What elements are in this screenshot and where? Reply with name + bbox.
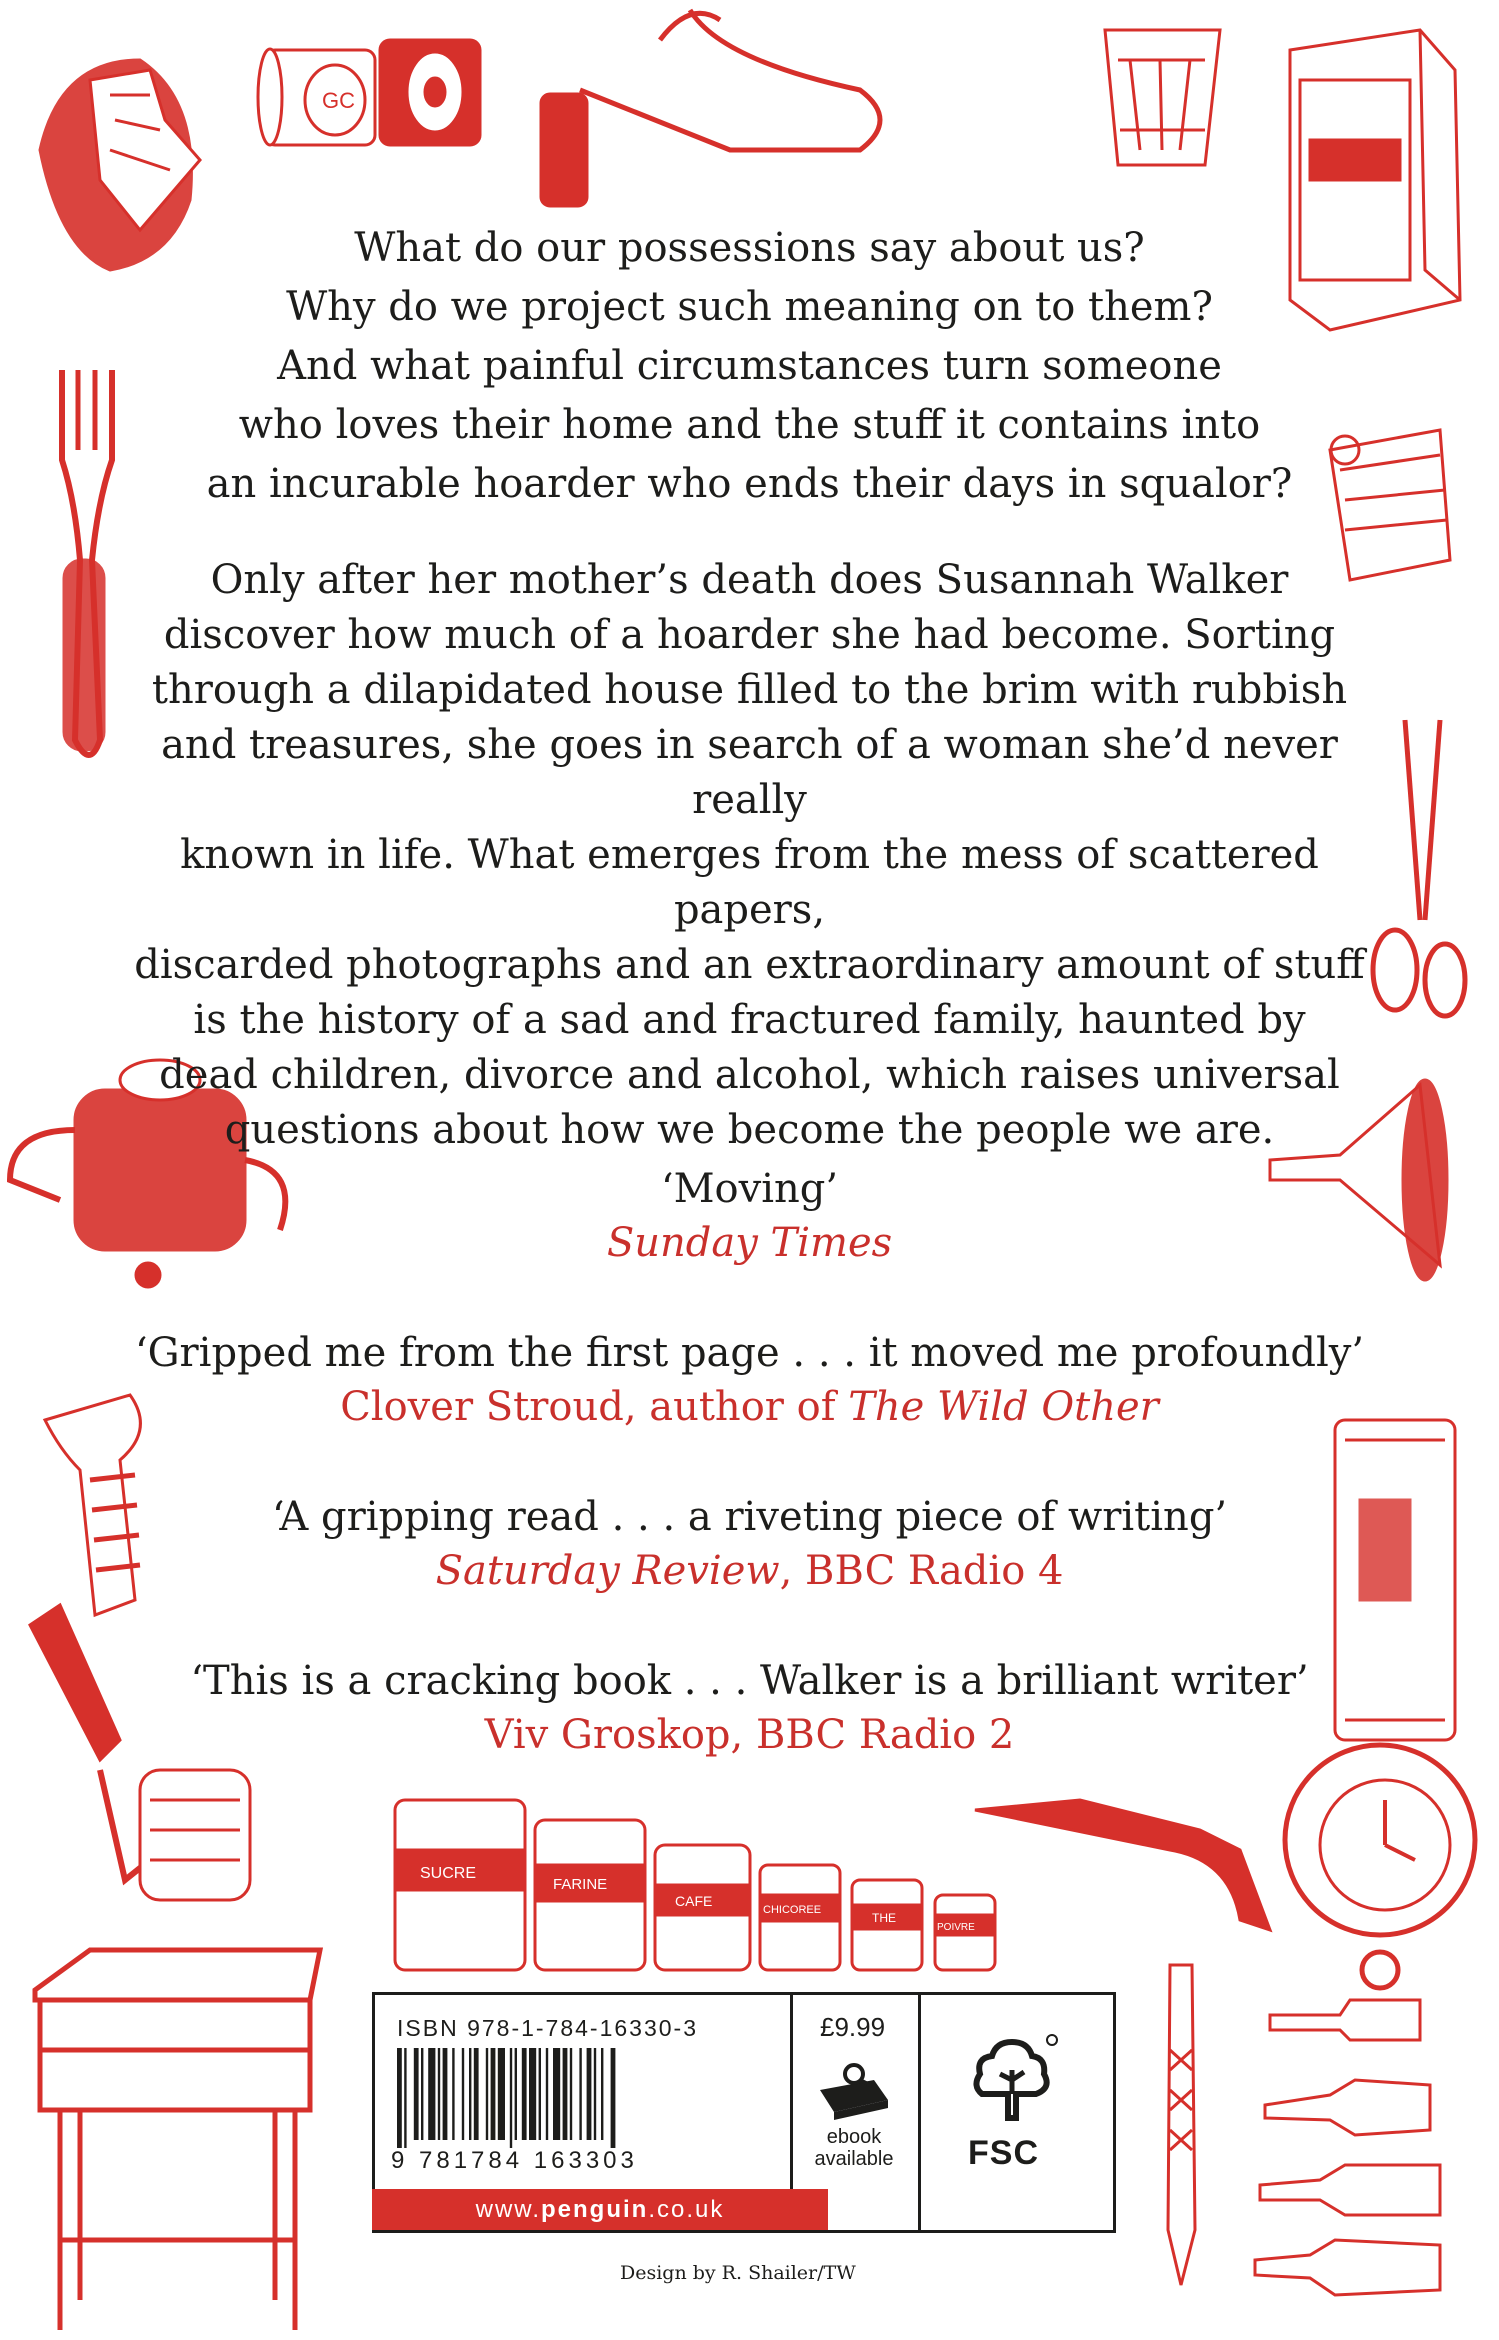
jar-5-label: THE	[872, 1911, 896, 1925]
barcode-bar	[611, 2048, 616, 2148]
summary-line: dead children, divorce and alcohol, which raises universal	[159, 1052, 1340, 1098]
vacuum-cleaner-illustration	[542, 10, 880, 205]
quote-source-channel: , BBC Radio 4	[779, 1548, 1064, 1594]
quote-source-book: The Wild Other	[848, 1384, 1159, 1430]
barcode-bar	[601, 2048, 603, 2140]
barcode-bar	[404, 2048, 406, 2148]
quote-source	[120, 1708, 1379, 1762]
summary-line: through a dilapidated house filled to the brim with rubbish	[151, 667, 1348, 713]
ebook-available-label	[806, 2126, 902, 2170]
barcode-bar	[469, 2048, 471, 2140]
isbn-label: ISBN 978-1-784-16330-3	[397, 2015, 698, 2041]
panel-divider	[918, 1992, 921, 2230]
barcode-bar	[474, 2048, 479, 2140]
barcode-bar	[579, 2048, 581, 2140]
summary-line: Only after her mother’s death does Susannah Walker	[210, 557, 1289, 603]
barcode-bar	[546, 2048, 548, 2140]
barcode-bar	[428, 2048, 435, 2140]
barcode-bar	[522, 2048, 527, 2140]
summary-line: and treasures, she goes in search of a woman she’d never really	[161, 722, 1338, 823]
quote-text: ‘A gripping read . . . a riveting piece of writing’	[271, 1494, 1228, 1540]
quote-source	[120, 1380, 1379, 1434]
fsc-tree-icon	[962, 2030, 1062, 2130]
quote-text: ‘Moving’	[660, 1166, 839, 1212]
summary-line: discarded photographs and an extraordinary amount of stuff	[134, 942, 1365, 988]
question-line: Why do we project such meaning on to them?	[286, 284, 1213, 330]
publisher-url[interactable]	[372, 2189, 828, 2230]
jar-1-label: SUCRE	[420, 1865, 477, 1882]
quote-source-publication: Sunday Times	[606, 1220, 893, 1266]
jar-4-label: CHICOREE	[763, 1904, 822, 1916]
barcode-bar	[570, 2048, 572, 2140]
quote-source	[120, 1544, 1379, 1598]
scissors-illustration	[1373, 720, 1465, 1016]
barcode-bar	[438, 2048, 440, 2140]
barcode-bar	[414, 2048, 419, 2140]
question-line: And what painful circumstances turn someone	[277, 343, 1222, 389]
barcode-image	[393, 2048, 788, 2148]
barcode-bar	[587, 2048, 592, 2140]
pen-illustration	[1168, 1965, 1195, 2285]
barcode-bar	[510, 2048, 512, 2148]
review-quote	[120, 1654, 1379, 1762]
quote-source	[120, 1216, 1379, 1270]
summary-line: discover how much of a hoarder she had become. Sorting	[163, 612, 1336, 658]
design-credit: Design by R. Shailer/TW	[620, 2262, 856, 2284]
review-quote	[120, 1326, 1379, 1434]
cotton-reel-label: GC	[322, 88, 355, 113]
url-suffix: .co.uk	[648, 2196, 725, 2223]
ebook-line-2: available	[814, 2148, 894, 2170]
quote-text: ‘This is a cracking book . . . Walker is a brilliant writer’	[190, 1658, 1309, 1704]
shoe-illustration	[975, 1800, 1270, 1930]
quote-source-publication: Saturday Review	[435, 1548, 780, 1594]
summary-line: is the history of a sad and fractured family, haunted by	[193, 997, 1306, 1043]
barcode-bar	[553, 2048, 560, 2140]
summary-line: questions about how we become the people we are.	[224, 1107, 1275, 1153]
barcode-bar	[443, 2048, 448, 2140]
barcode-bar	[486, 2048, 488, 2140]
price: £9.99	[820, 2012, 886, 2042]
summary-line: known in life. What emerges from the mess of scattered papers,	[180, 832, 1319, 933]
quote-source-author: Viv Groskop, BBC Radio 2	[484, 1712, 1015, 1758]
ebook-icon	[814, 2060, 894, 2124]
barcode-bar	[397, 2048, 402, 2148]
quote-source-author: Clover Stroud, author of	[340, 1384, 849, 1430]
blurb-summary	[120, 553, 1379, 1158]
barcode-bar	[462, 2048, 464, 2140]
clock-illustration	[1285, 1745, 1475, 1988]
cotton-reels-illustration	[258, 40, 480, 145]
ebook-line-1: ebook	[826, 2126, 882, 2148]
desk-illustration	[35, 1950, 320, 2330]
jar-6-label: POIVRE	[937, 1922, 975, 1933]
barcode-bar	[563, 2048, 568, 2140]
fork-illustration	[62, 370, 112, 755]
fsc-label: FSC	[968, 2134, 1039, 2172]
review-quote	[120, 1162, 1379, 1270]
barcode-bar	[594, 2048, 596, 2140]
bottles-illustration	[1255, 2000, 1440, 2295]
url-brand: penguin	[540, 2196, 649, 2223]
barcode-bar	[515, 2048, 517, 2140]
barcode-bar	[421, 2048, 423, 2140]
url-prefix: www.	[475, 2196, 541, 2223]
barcode-bar	[498, 2048, 505, 2140]
canisters-illustration	[395, 1800, 995, 1970]
review-quote	[120, 1490, 1379, 1598]
barcode-bar	[452, 2048, 454, 2140]
isbn-digits: 9 781784 163303	[391, 2147, 638, 2174]
jar-2-label: FARINE	[553, 1876, 608, 1893]
quote-text: ‘Gripped me from the first page . . . it moved me profoundly’	[134, 1330, 1365, 1376]
question-line: an incurable hoarder who ends their days in squalor?	[206, 461, 1293, 507]
jar-3-label: CAFE	[675, 1893, 713, 1909]
glass-illustration	[1105, 30, 1220, 165]
question-line: What do our possessions say about us?	[354, 225, 1145, 271]
barcode-bar	[491, 2048, 496, 2140]
question-line: who loves their home and the stuff it contains into	[238, 402, 1261, 448]
barcode-bar	[529, 2048, 536, 2140]
blurb	[120, 220, 1379, 1158]
blurb-questions	[120, 220, 1379, 513]
panel-divider	[790, 1992, 793, 2189]
barcode-bar	[539, 2048, 541, 2140]
